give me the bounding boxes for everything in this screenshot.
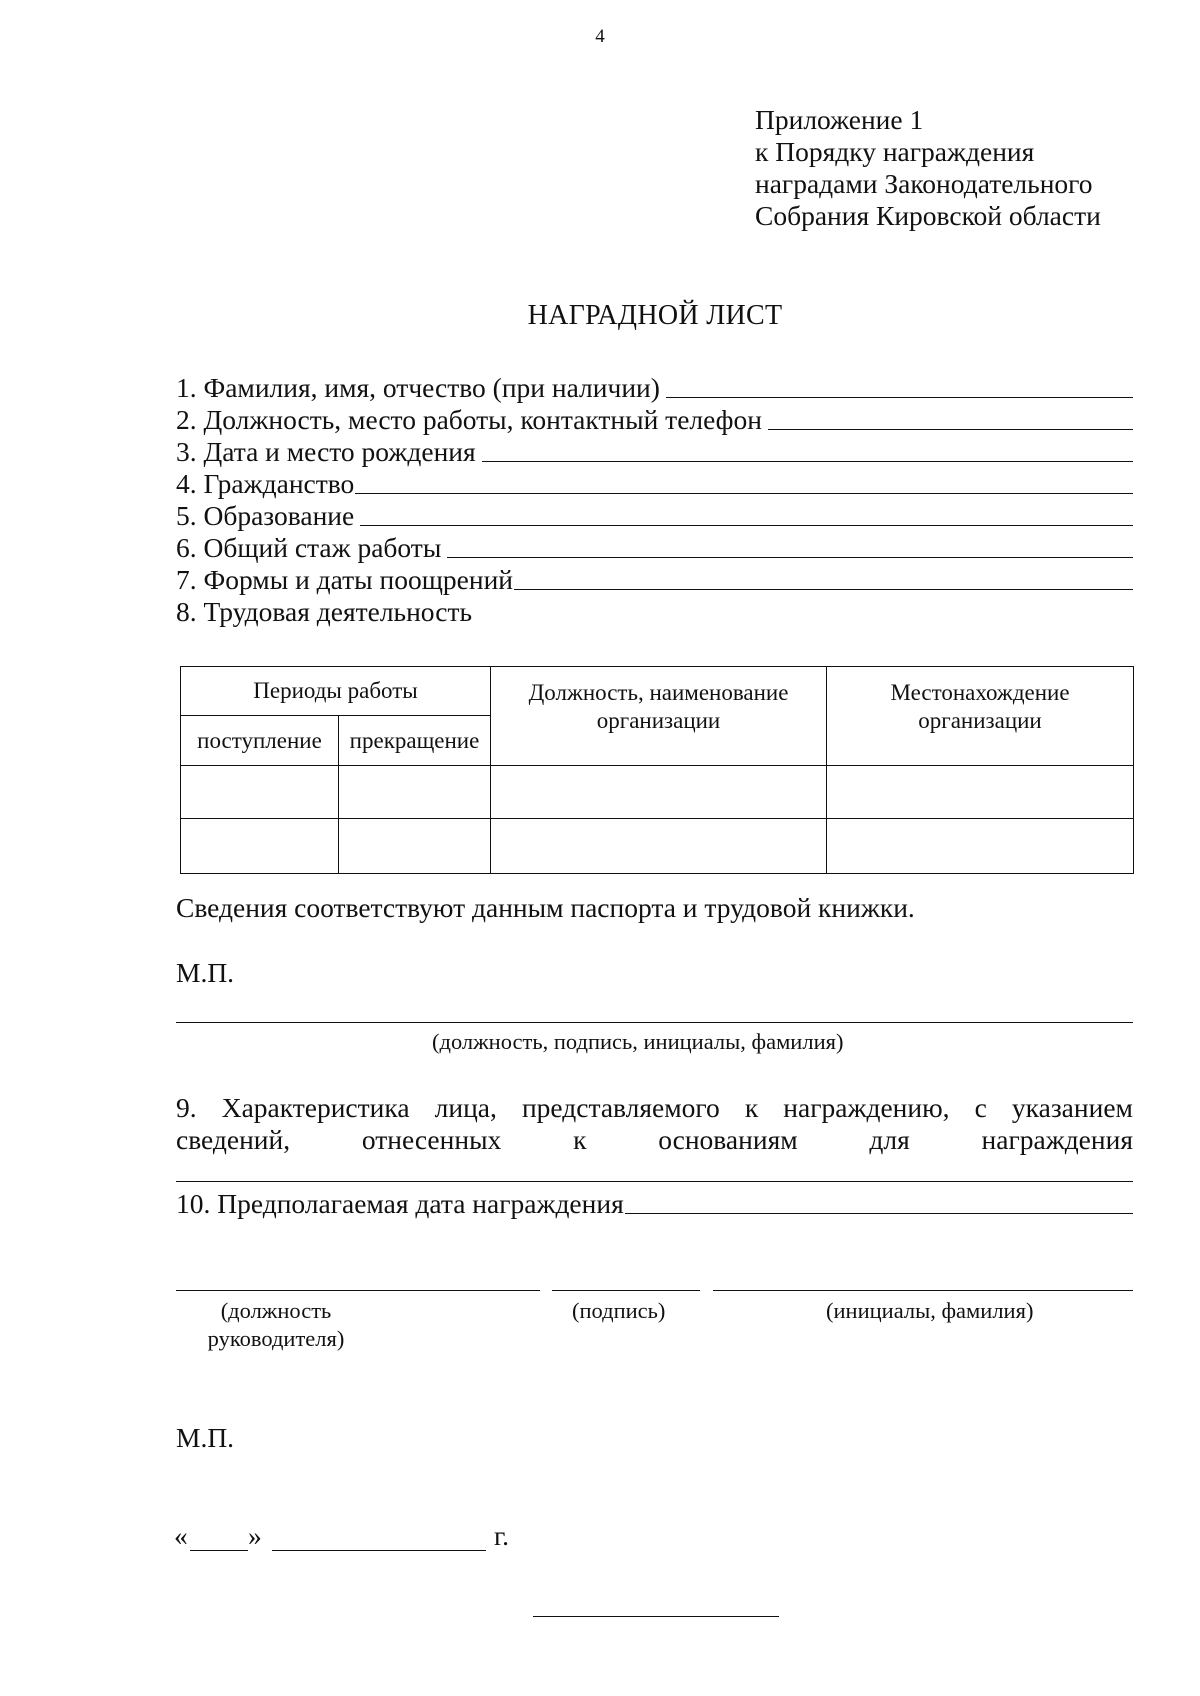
table-cell[interactable]	[827, 819, 1134, 874]
fill-line[interactable]	[447, 556, 1133, 558]
fill-line[interactable]	[514, 588, 1133, 590]
stamp-label: М.П.	[176, 957, 235, 988]
closing-divider	[533, 1616, 779, 1617]
stamp-label-2: М.П.	[176, 1422, 235, 1453]
table-cell[interactable]	[339, 819, 491, 874]
caption-name: (инициалы, фамилия)	[826, 1298, 1034, 1323]
field-position-workplace-phone	[176, 404, 1133, 436]
appendix-line: наградами Законодательного	[755, 168, 1093, 199]
caption-signature: (подпись)	[572, 1298, 666, 1323]
header-position-organization: Должность, наименование организации	[491, 667, 827, 766]
appendix-line: Собрания Кировской области	[755, 200, 1101, 231]
table-cell[interactable]	[827, 766, 1134, 819]
item-9-line-1	[176, 1092, 1133, 1124]
page-number: 4	[595, 26, 605, 47]
table-cell[interactable]	[181, 819, 339, 874]
word: Характеристика	[221, 1092, 410, 1123]
word: для	[869, 1124, 910, 1155]
confirmation-statement: Сведения соответствуют данным паспорта и трудовой книжки.	[176, 892, 915, 923]
word: 9.	[176, 1092, 197, 1123]
item-9-line-2	[176, 1124, 1133, 1156]
document-title: НАГРАДНОЙ ЛИСТ	[527, 300, 783, 331]
signature-line[interactable]	[552, 1290, 700, 1291]
field-planned-award-date	[176, 1188, 1133, 1220]
date-year-suffix: г.	[494, 1520, 510, 1551]
table-cell[interactable]	[491, 766, 827, 819]
word: к	[744, 1092, 759, 1123]
fill-line[interactable]	[666, 396, 1133, 398]
field-label: 6. Общий стаж работы	[176, 532, 442, 563]
name-line[interactable]	[713, 1290, 1133, 1291]
field-birth-date-place	[176, 436, 1133, 468]
field-label: 8. Трудовая деятельность	[176, 596, 473, 627]
field-label: 5. Образование	[176, 500, 355, 531]
signature-line[interactable]	[176, 1022, 1133, 1023]
field-label: 3. Дата и место рождения	[176, 436, 476, 467]
signature-caption: (должность, подпись, инициалы, фамилия)	[432, 1029, 844, 1054]
field-label: 2. Должность, место работы, контактный телефон	[176, 404, 762, 435]
word: основаниям	[658, 1124, 798, 1155]
table-row	[181, 819, 1134, 874]
fill-line[interactable]	[482, 460, 1133, 462]
table-cell[interactable]	[491, 819, 827, 874]
field-citizenship	[176, 468, 1133, 500]
field-education	[176, 500, 1133, 532]
work-history-table	[180, 666, 1134, 874]
table-row	[181, 766, 1134, 819]
fill-line[interactable]	[355, 492, 1133, 494]
appendix-line: Приложение 1	[755, 104, 924, 135]
word: к	[573, 1124, 587, 1155]
field-label: 1. Фамилия, имя, отчество (при наличии)	[176, 372, 660, 403]
field-label: 4. Гражданство	[176, 468, 355, 499]
field-work-experience	[176, 532, 1133, 564]
fill-line[interactable]	[360, 524, 1133, 526]
word: с	[974, 1092, 987, 1123]
position-line[interactable]	[176, 1290, 540, 1291]
date-day-line[interactable]	[190, 1550, 248, 1551]
word: сведений,	[176, 1124, 291, 1155]
field-incentives	[176, 564, 1133, 596]
fill-line[interactable]	[768, 428, 1133, 430]
field-label: 7. Формы и даты поощрений	[176, 564, 514, 595]
word: указанием	[1011, 1092, 1133, 1123]
word: отнесенных	[361, 1124, 502, 1155]
header-end: прекращение	[339, 715, 491, 766]
word: награждения	[981, 1124, 1133, 1155]
fill-line[interactable]	[625, 1212, 1133, 1214]
table-cell[interactable]	[339, 766, 491, 819]
item-9-fill-line[interactable]	[176, 1181, 1133, 1182]
date-month-year-line[interactable]	[272, 1550, 486, 1551]
header-start: поступление	[181, 715, 339, 766]
field-labor-activity	[176, 596, 1133, 628]
field-full-name	[176, 372, 1133, 404]
header-organization-location: Местонахождение организации	[827, 667, 1134, 766]
appendix-heading	[755, 104, 1101, 232]
field-label: 10. Предполагаемая дата награждения	[176, 1188, 624, 1219]
word: награждению,	[783, 1092, 950, 1123]
header-work-periods: Периоды работы	[181, 667, 491, 716]
caption-position: (должность руководителя)	[207, 1298, 345, 1351]
appendix-line: к Порядку награждения	[755, 136, 1035, 167]
date-open-quote: «	[174, 1520, 188, 1551]
word: лица,	[434, 1092, 497, 1123]
table-cell[interactable]	[181, 766, 339, 819]
word: представляемого	[521, 1092, 720, 1123]
date-close-quote: »	[248, 1520, 262, 1551]
